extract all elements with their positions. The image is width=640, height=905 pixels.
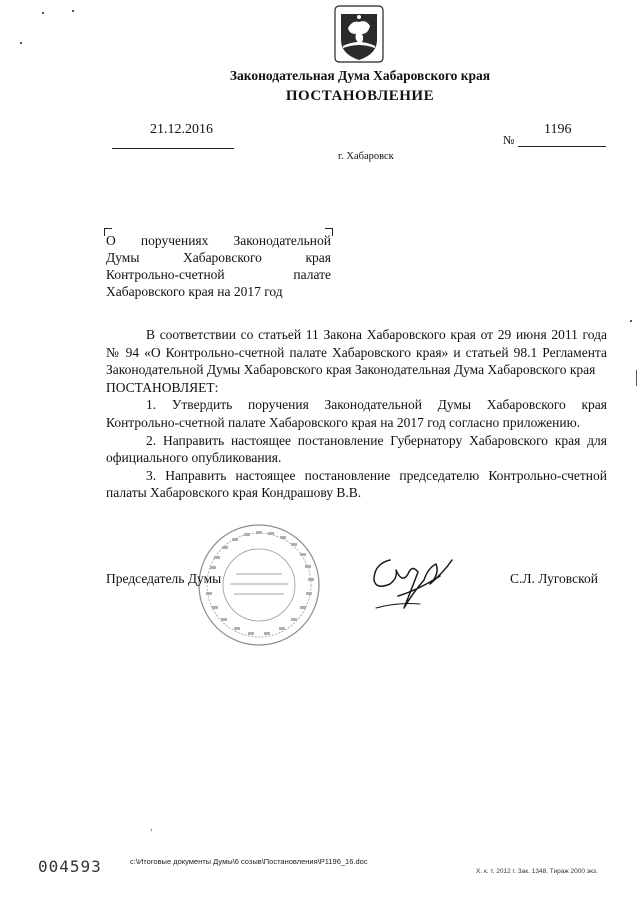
document-date: 21.12.2016 [150,122,213,137]
resolves-heading: ПОСТАНОВЛЯЕТ: [106,379,219,395]
subject-line: Хабаровского края на 2017 год [106,284,283,299]
date-underline [112,148,234,149]
document-type: ПОСТАНОВЛЕНИЕ [285,88,435,104]
handwritten-signature [368,550,460,618]
subject-line: Контрольно-счетной палате [106,267,331,282]
margin-mark: , [150,822,153,833]
document-number: 1196 [544,122,572,137]
resolution-item-2: 2. Направить настоящее постановление Губернатору Хабаровского края для официального опубликования. [106,432,607,466]
signatory-name: С.Л. Луговской [510,571,598,586]
scan-speck [20,42,22,44]
scan-speck [42,12,44,14]
subject-line: О поручениях Законодательной [106,233,331,248]
number-underline [518,146,606,147]
organization-name: Законодательная Дума Хабаровского края [229,68,491,83]
signatory-position: Председатель Думы [106,571,222,586]
coat-of-arms-emblem [332,4,386,66]
document-body [106,326,607,502]
document-subject [106,232,331,300]
resolution-item-3: 3. Направить настоящее постановление председателю Контрольно-счетной палаты Хабаровского края Кондрашову В.В. [106,467,607,501]
registration-number: 004593 [38,857,102,876]
scan-speck [72,10,74,12]
scan-speck [630,320,632,322]
print-info: Х. к. т. 2012 г. Зак. 1348. Тираж 2000 экз. [476,868,598,875]
resolution-item-1: 1. Утвердить поручения Законодательной Думы Хабаровского края Контрольно-счетной палате Хабаровского края на 2017 год согласно приложению. [106,397,607,430]
file-path: с:\Итоговые документы Думы\6 созыв\Постановления\P1196_16.doc [130,857,368,866]
scan-speck [636,370,637,386]
number-sign: № [503,133,515,147]
subject-line: Думы Хабаровского края [106,250,331,265]
city: г. Хабаровск [338,151,394,162]
preamble-paragraph: В соответствии со статьей 11 Закона Хабаровского края от 29 июня 2011 года № 94 «О Контрольно-счетной палате Хабаровского края» и статьей 98.1 Регламента Законодательной Думы Хабаровского края Законодательная Дума Хабаровского края [106,327,607,378]
